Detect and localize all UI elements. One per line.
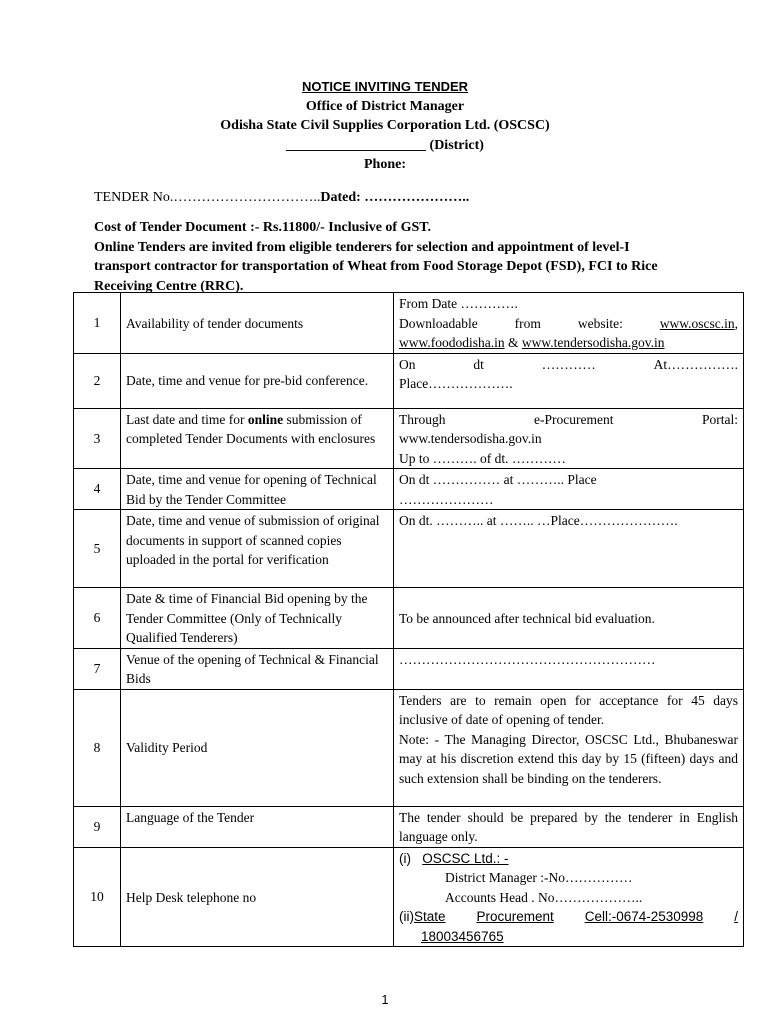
row-value: On dt. ……….. at …….. …Place………………….: [394, 510, 744, 588]
phone-line: Phone:: [364, 157, 406, 172]
row-label: Validity Period: [121, 689, 394, 806]
row-value: [394, 408, 744, 469]
download-word: Downloadable: [399, 315, 478, 331]
portal-url: www.tendersodisha.gov.in: [399, 431, 542, 446]
validity-note: Note: - The Managing Director, OSCSC Ltd., Bhubaneswar may at his discretion extend this day by 15 (fifteen) days and such extension shall be binding on the tenderers.: [399, 731, 738, 786]
row-number: 2: [74, 353, 121, 408]
row-label: Venue of the opening of Technical & Financial Bids: [121, 648, 394, 689]
row-number: 4: [74, 469, 121, 510]
accounts-head-phone: Accounts Head . No………………..: [445, 889, 643, 905]
tender-number: TENDER No.…………………………..: [94, 190, 321, 205]
row-value: To be announced after technical bid evaluation.: [394, 588, 744, 649]
table-row: [74, 469, 744, 510]
row-label: Date, time and venue for opening of Technical Bid by the Tender Committee: [121, 469, 394, 510]
value-line: On dt …………… at ……….. Place: [399, 472, 597, 487]
procurement-word: Procurement: [476, 909, 554, 924]
table-row: [74, 648, 744, 689]
dt-word: dt: [473, 356, 484, 372]
row-value: [394, 847, 744, 947]
table-row: [74, 689, 744, 806]
row-number: 8: [74, 689, 121, 806]
tendersodisha-link[interactable]: www.tendersodisha.gov.in: [521, 335, 665, 350]
row-label: Language of the Tender: [121, 806, 394, 847]
date-dots: …………: [541, 356, 596, 372]
ampersand: &: [504, 335, 522, 350]
district-manager-phone: District Manager :-No……………: [445, 870, 633, 885]
table-row: [74, 510, 744, 588]
row-number: 5: [74, 510, 121, 588]
row-value: …………………………………………………: [394, 648, 744, 689]
table-row: [74, 806, 744, 847]
tollfree-number: 18003456765: [421, 928, 504, 944]
upto-line: Up to ………. of dt. …………: [399, 450, 566, 466]
online-word: online: [247, 411, 284, 427]
row-label: Date, time and venue for pre-bid conference.: [121, 353, 394, 408]
slash: /: [734, 909, 738, 924]
intro-block: [94, 218, 742, 296]
validity-text: Tenders are to remain open for acceptance for 45 days inclusive of date of opening of tender.: [399, 692, 738, 727]
cell-number: Cell:-0674-2530998: [584, 909, 704, 924]
row-label: Date & time of Financial Bid opening by the Tender Committee (Only of Technically Qualified Tenderers): [121, 588, 394, 649]
notice-header: [0, 77, 770, 175]
at-word: At…………….: [653, 356, 738, 372]
row-value: [394, 353, 744, 408]
table-row: [74, 353, 744, 408]
from-date: From Date ………….: [399, 296, 518, 311]
tender-number-line: [94, 190, 469, 206]
district-line: ____________________ (District): [286, 137, 484, 153]
state-word: State: [414, 909, 446, 924]
row-number: 6: [74, 588, 121, 649]
corporation-line: Odisha State Civil Supplies Corporation Ltd. (OSCSC): [220, 118, 550, 133]
row-number: 3: [74, 408, 121, 469]
row-number: 9: [74, 806, 121, 847]
foododisha-link[interactable]: www.foododisha.in: [399, 335, 505, 350]
table-row: [74, 588, 744, 649]
notice-title: NOTICE INVITING TENDER: [301, 79, 469, 94]
row-label: Date, time and venue of submission of original documents in support of scanned copies uploaded in the portal for verification: [121, 510, 394, 588]
portal-word: Portal:: [702, 411, 738, 427]
place-line: Place……………….: [399, 376, 513, 391]
row-number: 7: [74, 648, 121, 689]
row-value: [394, 293, 744, 354]
row-label: [121, 408, 394, 469]
oscsc-heading: OSCSC Ltd.: -: [422, 850, 509, 866]
table-row: [74, 847, 744, 947]
invitation-line-1: Online Tenders are invited from eligible tenderers for selection and appointment of level-I: [94, 239, 630, 255]
website-word: website:: [577, 315, 623, 331]
item-marker: (i): [399, 850, 411, 866]
on-word: On: [399, 356, 416, 372]
tender-details-table: [73, 292, 744, 947]
row-label: Help Desk telephone no: [121, 847, 394, 947]
value-line: …………………: [399, 491, 494, 507]
page-number: 1: [381, 992, 389, 1007]
tender-dated: Dated: …………………..: [320, 190, 470, 205]
eprocurement-word: e-Procurement: [534, 411, 614, 427]
row-label: Availability of tender documents: [121, 293, 394, 354]
oscsc-link[interactable]: www.oscsc.in: [659, 315, 735, 331]
row-value: The tender should be prepared by the tenderer in English language only.: [394, 806, 744, 847]
row-number: 1: [74, 293, 121, 354]
invitation-line-2: transport contractor for transportation of Wheat from Food Storage Depot (FSD), FCI to Rice: [94, 259, 658, 274]
row-value: [394, 689, 744, 806]
from-word: from: [514, 315, 541, 331]
office-line: Office of District Manager: [305, 98, 465, 114]
table-row: [74, 293, 744, 354]
item-marker: (ii): [399, 909, 414, 924]
through-word: Through: [399, 411, 446, 427]
comma: ,: [734, 315, 738, 331]
label-part: submission of completed Tender Documents with enclosures: [126, 411, 376, 446]
table-row: [74, 408, 744, 469]
row-value: [394, 469, 744, 510]
tender-cost: Cost of Tender Document :- Rs.11800/- Inclusive of GST.: [94, 220, 432, 235]
invitation-line-3: Receiving Centre (RRC).: [94, 278, 244, 294]
row-number: 10: [74, 847, 121, 947]
label-part: Last date and time for: [126, 411, 248, 427]
